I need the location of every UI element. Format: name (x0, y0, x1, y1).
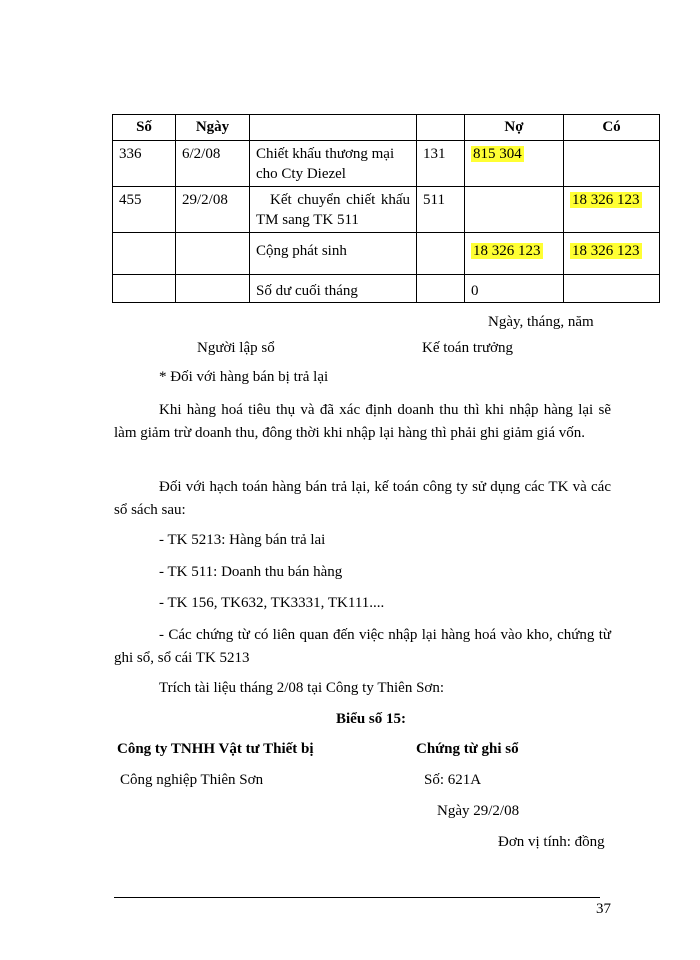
cell-description: Chiết khấu thương mại cho Cty Diezel (256, 146, 395, 182)
list-item: - Các chứng từ có liên quan đến việc nhập lại hàng hoá vào kho, chứng từ ghi sổ, sổ cái TK 5213 (114, 627, 611, 666)
cell-ngay: 29/2/08 (182, 192, 228, 208)
cell-description: Số dư cuối tháng (256, 283, 358, 299)
list-item: - TK 156, TK632, TK3331, TK111.... (159, 595, 385, 611)
paragraph-2: Đối với hạch toán hàng bán trả lại, kế toán công ty sử dụng các TK và các sổ sách sau: (114, 479, 611, 518)
cell-no-amount: 0 (471, 283, 479, 299)
table-row (113, 275, 660, 303)
cell-tk (417, 233, 464, 238)
cell-tk: 131 (423, 146, 446, 162)
page-number: 37 (596, 901, 611, 917)
cell-co-amount: 18 326 123 (572, 243, 640, 259)
cell-co-amount (564, 275, 659, 280)
signature-preparer: Người lập sổ (197, 340, 275, 356)
cell-tk: 511 (423, 192, 445, 208)
cell-ngay (176, 275, 249, 280)
cell-ngay: 6/2/08 (182, 146, 221, 162)
cell-so (113, 275, 175, 280)
cell-tk (417, 275, 464, 280)
figure-label: Biểu số 15: (336, 711, 407, 727)
header-ngay: Ngày (176, 115, 250, 141)
table-row (113, 187, 660, 233)
cell-no-amount (465, 187, 563, 192)
cell-co-amount (564, 141, 659, 146)
list-item: - TK 5213: Hàng bán trả lai (159, 532, 326, 548)
company-name-line2: Công nghiệp Thiên Sơn (120, 772, 264, 788)
header-co: Có (564, 115, 660, 141)
header-no: Nợ (465, 115, 564, 141)
cell-so (113, 233, 175, 238)
header-description (250, 115, 417, 141)
cell-so: 336 (119, 146, 142, 162)
cell-description: Kết chuyển chiết khấu TM sang TK 511 (256, 192, 410, 228)
cell-description: Cộng phát sinh (256, 243, 347, 259)
date-line: Ngày, tháng, năm (488, 314, 594, 330)
paragraph-3: Trích tài liệu tháng 2/08 tại Công ty Thiên Sơn: (159, 680, 445, 696)
cell-so: 455 (119, 192, 142, 208)
voucher-date: Ngày 29/2/08 (437, 803, 520, 819)
cell-no-amount: 815 304 (473, 146, 522, 162)
header-tk (417, 115, 465, 141)
cell-ngay (176, 233, 249, 238)
list-item: - TK 511: Doanh thu bán hàng (159, 564, 343, 580)
table-row (113, 141, 660, 187)
cell-no-amount: 18 326 123 (473, 243, 541, 259)
voucher-title: Chứng từ ghi sổ (416, 741, 519, 757)
company-name-line1: Công ty TNHH Vật tư Thiết bị (117, 741, 314, 757)
table-header-row (113, 115, 660, 141)
cell-co-amount: 18 326 123 (572, 192, 640, 208)
section-heading: * Đối với hàng bán bị trả lại (159, 369, 329, 385)
paragraph-1: Khi hàng hoá tiêu thụ và đã xác định doanh thu thì khi nhập hàng lại sẽ làm giảm trừ doanh thu, đông thời khi nhập lại hàng thì phải ghi giảm giá vốn. (114, 402, 611, 441)
signature-chief-accountant: Kế toán trưởng (422, 340, 514, 356)
voucher-number: Số: 621A (424, 772, 482, 788)
table-row (113, 233, 660, 275)
footer-rule (114, 897, 600, 898)
unit-line: Đơn vị tính: đồng (498, 834, 605, 850)
ledger-table (112, 114, 660, 303)
header-so: Số (113, 115, 176, 141)
